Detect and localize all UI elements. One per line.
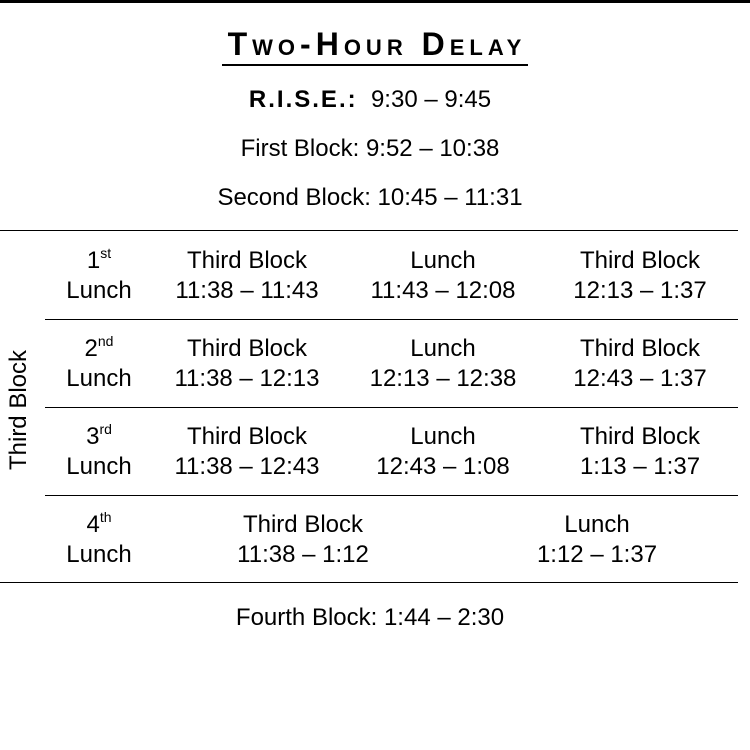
rise-label: R.I.S.E.: [248, 86, 358, 113]
rise-time: 9:30 – 9:45 [370, 86, 492, 113]
second-block-line: Second Block: 10:45 – 11:31 [217, 184, 523, 211]
schedule-cell: Third Block 1:13 – 1:37 [579, 423, 701, 480]
lunch-row-label: 3rd Lunch [66, 421, 132, 480]
schedule-cell: Lunch 11:43 – 12:08 [370, 247, 516, 304]
schedule-cell: Third Block 12:43 – 1:37 [573, 335, 707, 392]
schedule-cell: Lunch 1:12 – 1:37 [536, 511, 658, 568]
lunch-row-label: 1st Lunch [66, 245, 132, 304]
schedule-cell: Lunch 12:43 – 1:08 [376, 423, 510, 480]
page-title-text: Two-Hour Delay [222, 26, 529, 66]
schedule-cell: Third Block 11:38 – 12:43 [174, 423, 320, 480]
divider-row-1 [45, 319, 738, 320]
fourth-block-line: Fourth Block: 1:44 – 2:30 [235, 604, 505, 631]
side-label-text: Third Block [5, 349, 32, 471]
lunch-row-label: 2nd Lunch [66, 333, 132, 392]
schedule-cell: Third Block 11:38 – 12:13 [174, 335, 320, 392]
page-title [0, 26, 750, 66]
third-block-side-label [4, 340, 34, 480]
divider-bottom [0, 582, 738, 583]
divider-row-3 [45, 495, 738, 496]
schedule-cell: Lunch 12:13 – 12:38 [369, 335, 517, 392]
first-block-line: First Block: 9:52 – 10:38 [240, 135, 500, 162]
divider-top [0, 230, 738, 231]
schedule-cell: Third Block 11:38 – 11:43 [175, 247, 319, 304]
schedule-cell: Third Block 11:38 – 1:12 [237, 511, 369, 568]
lunch-row-label: 4th Lunch [66, 509, 132, 568]
rise-line [0, 86, 740, 114]
schedule-cell: Third Block 12:13 – 1:37 [573, 247, 707, 304]
divider-row-2 [45, 407, 738, 408]
top-border [0, 0, 750, 3]
